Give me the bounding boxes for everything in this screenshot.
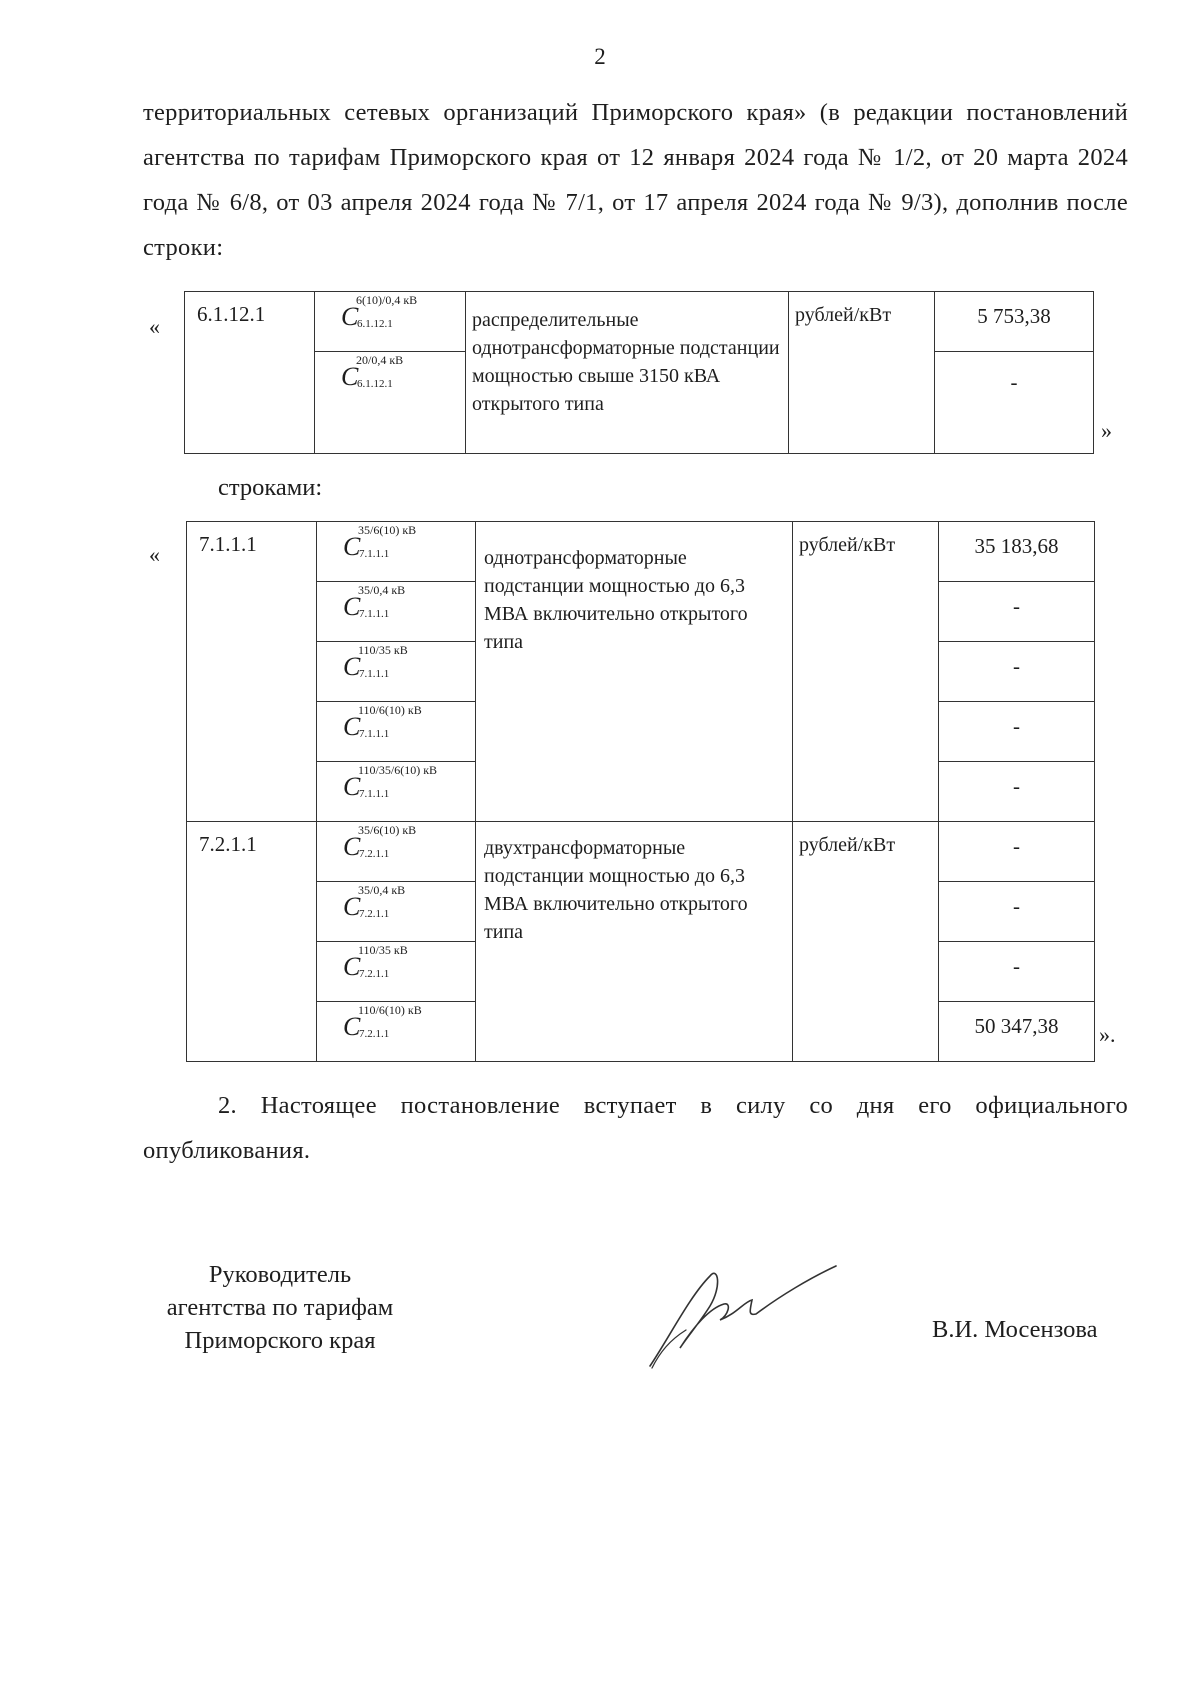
- code-cell: 7.1.1.1: [187, 522, 317, 822]
- description-cell: однотрансформаторные подстанции мощностью до 6,3 МВА включительно открытого типа: [476, 522, 793, 822]
- rate-symbol: C 35/6(10) кВ 7.1.1.1: [343, 523, 417, 561]
- formula-cell: [317, 1002, 476, 1062]
- value-cell: -: [939, 642, 1095, 702]
- formula-cell: [317, 522, 476, 582]
- rate-symbol: C 110/35 кВ 7.1.1.1: [343, 643, 408, 681]
- rate-symbol: C 110/6(10) кВ 7.1.1.1: [343, 703, 422, 741]
- intro-paragraph: территориальных сетевых организаций Приморского края» (в редакции постановлений агентства по тарифам Приморского края от 12 января 2024 года № 1/2, от 20 марта 2024 года № 6/8, от 03 апреля 2024 года № 7/1, от 17 апреля 2024 года № 9/3), дополнив после строки:: [143, 99, 1128, 261]
- value-cell: -: [939, 582, 1095, 642]
- value-cell: -: [939, 762, 1095, 822]
- formula-cell: [317, 762, 476, 822]
- value-cell: -: [939, 942, 1095, 1002]
- value-cell: 50 347,38: [939, 1002, 1095, 1062]
- quote-close-2: ».: [1099, 1022, 1116, 1047]
- description-cell: распределительные однотрансформаторные подстанции мощностью свыше 3150 кВА открытого типа: [466, 292, 789, 454]
- rate-symbol: C 110/6(10) кВ 7.2.1.1: [343, 1003, 422, 1041]
- formula-cell: [317, 882, 476, 942]
- value-cell: -: [935, 352, 1094, 454]
- description-cell: двухтрансформаторные подстанции мощностью до 6,3 МВА включительно открытого типа: [476, 822, 793, 1062]
- table-original-row: [184, 291, 1094, 454]
- paragraph-2: 2. Настоящее постановление вступает в силу со дня его официального опубликования.: [143, 1092, 1128, 1164]
- page-number: 2: [594, 44, 606, 69]
- signatory-position: [140, 1258, 420, 1357]
- position-line: Руководитель: [208, 1261, 352, 1288]
- formula-cell: [315, 352, 466, 454]
- handwritten-signature: [640, 1256, 840, 1376]
- position-line: Приморского края: [184, 1327, 376, 1354]
- formula-cell: [317, 582, 476, 642]
- stroki-label: строками:: [218, 474, 323, 501]
- formula-cell: [317, 822, 476, 882]
- formula-cell: [317, 702, 476, 762]
- value-cell: -: [939, 822, 1095, 882]
- rate-symbol: C 6(10)/0,4 кВ 6.1.12.1: [341, 293, 418, 331]
- value-cell: 35 183,68: [939, 522, 1095, 582]
- value-cell: -: [939, 882, 1095, 942]
- quote-open-1: «: [149, 314, 160, 339]
- unit-cell: рублей/кВт: [793, 822, 939, 1062]
- unit-cell: рублей/кВт: [793, 522, 939, 822]
- rate-symbol: C 20/0,4 кВ 6.1.12.1: [341, 353, 404, 391]
- rate-symbol: C 35/0,4 кВ 7.1.1.1: [343, 583, 406, 621]
- rate-symbol: C 35/0,4 кВ 7.2.1.1: [343, 883, 406, 921]
- signatory-name: В.И. Мосензова: [932, 1316, 1098, 1343]
- value-cell: -: [939, 702, 1095, 762]
- rate-symbol: C 35/6(10) кВ 7.2.1.1: [343, 823, 417, 861]
- code-cell: 6.1.12.1: [185, 292, 315, 454]
- table-new-rows: [186, 521, 1095, 1062]
- value-cell: 5 753,38: [935, 292, 1094, 352]
- formula-cell: [315, 292, 466, 352]
- rate-symbol: C 110/35 кВ 7.2.1.1: [343, 943, 408, 981]
- unit-cell: рублей/кВт: [789, 292, 935, 454]
- quote-open-2: «: [149, 542, 160, 567]
- rate-symbol: C 110/35/6(10) кВ 7.1.1.1: [343, 763, 438, 801]
- quote-close-1: »: [1101, 418, 1112, 443]
- formula-cell: [317, 642, 476, 702]
- code-cell: 7.2.1.1: [187, 822, 317, 1062]
- formula-cell: [317, 942, 476, 1002]
- position-line: агентства по тарифам: [166, 1294, 394, 1321]
